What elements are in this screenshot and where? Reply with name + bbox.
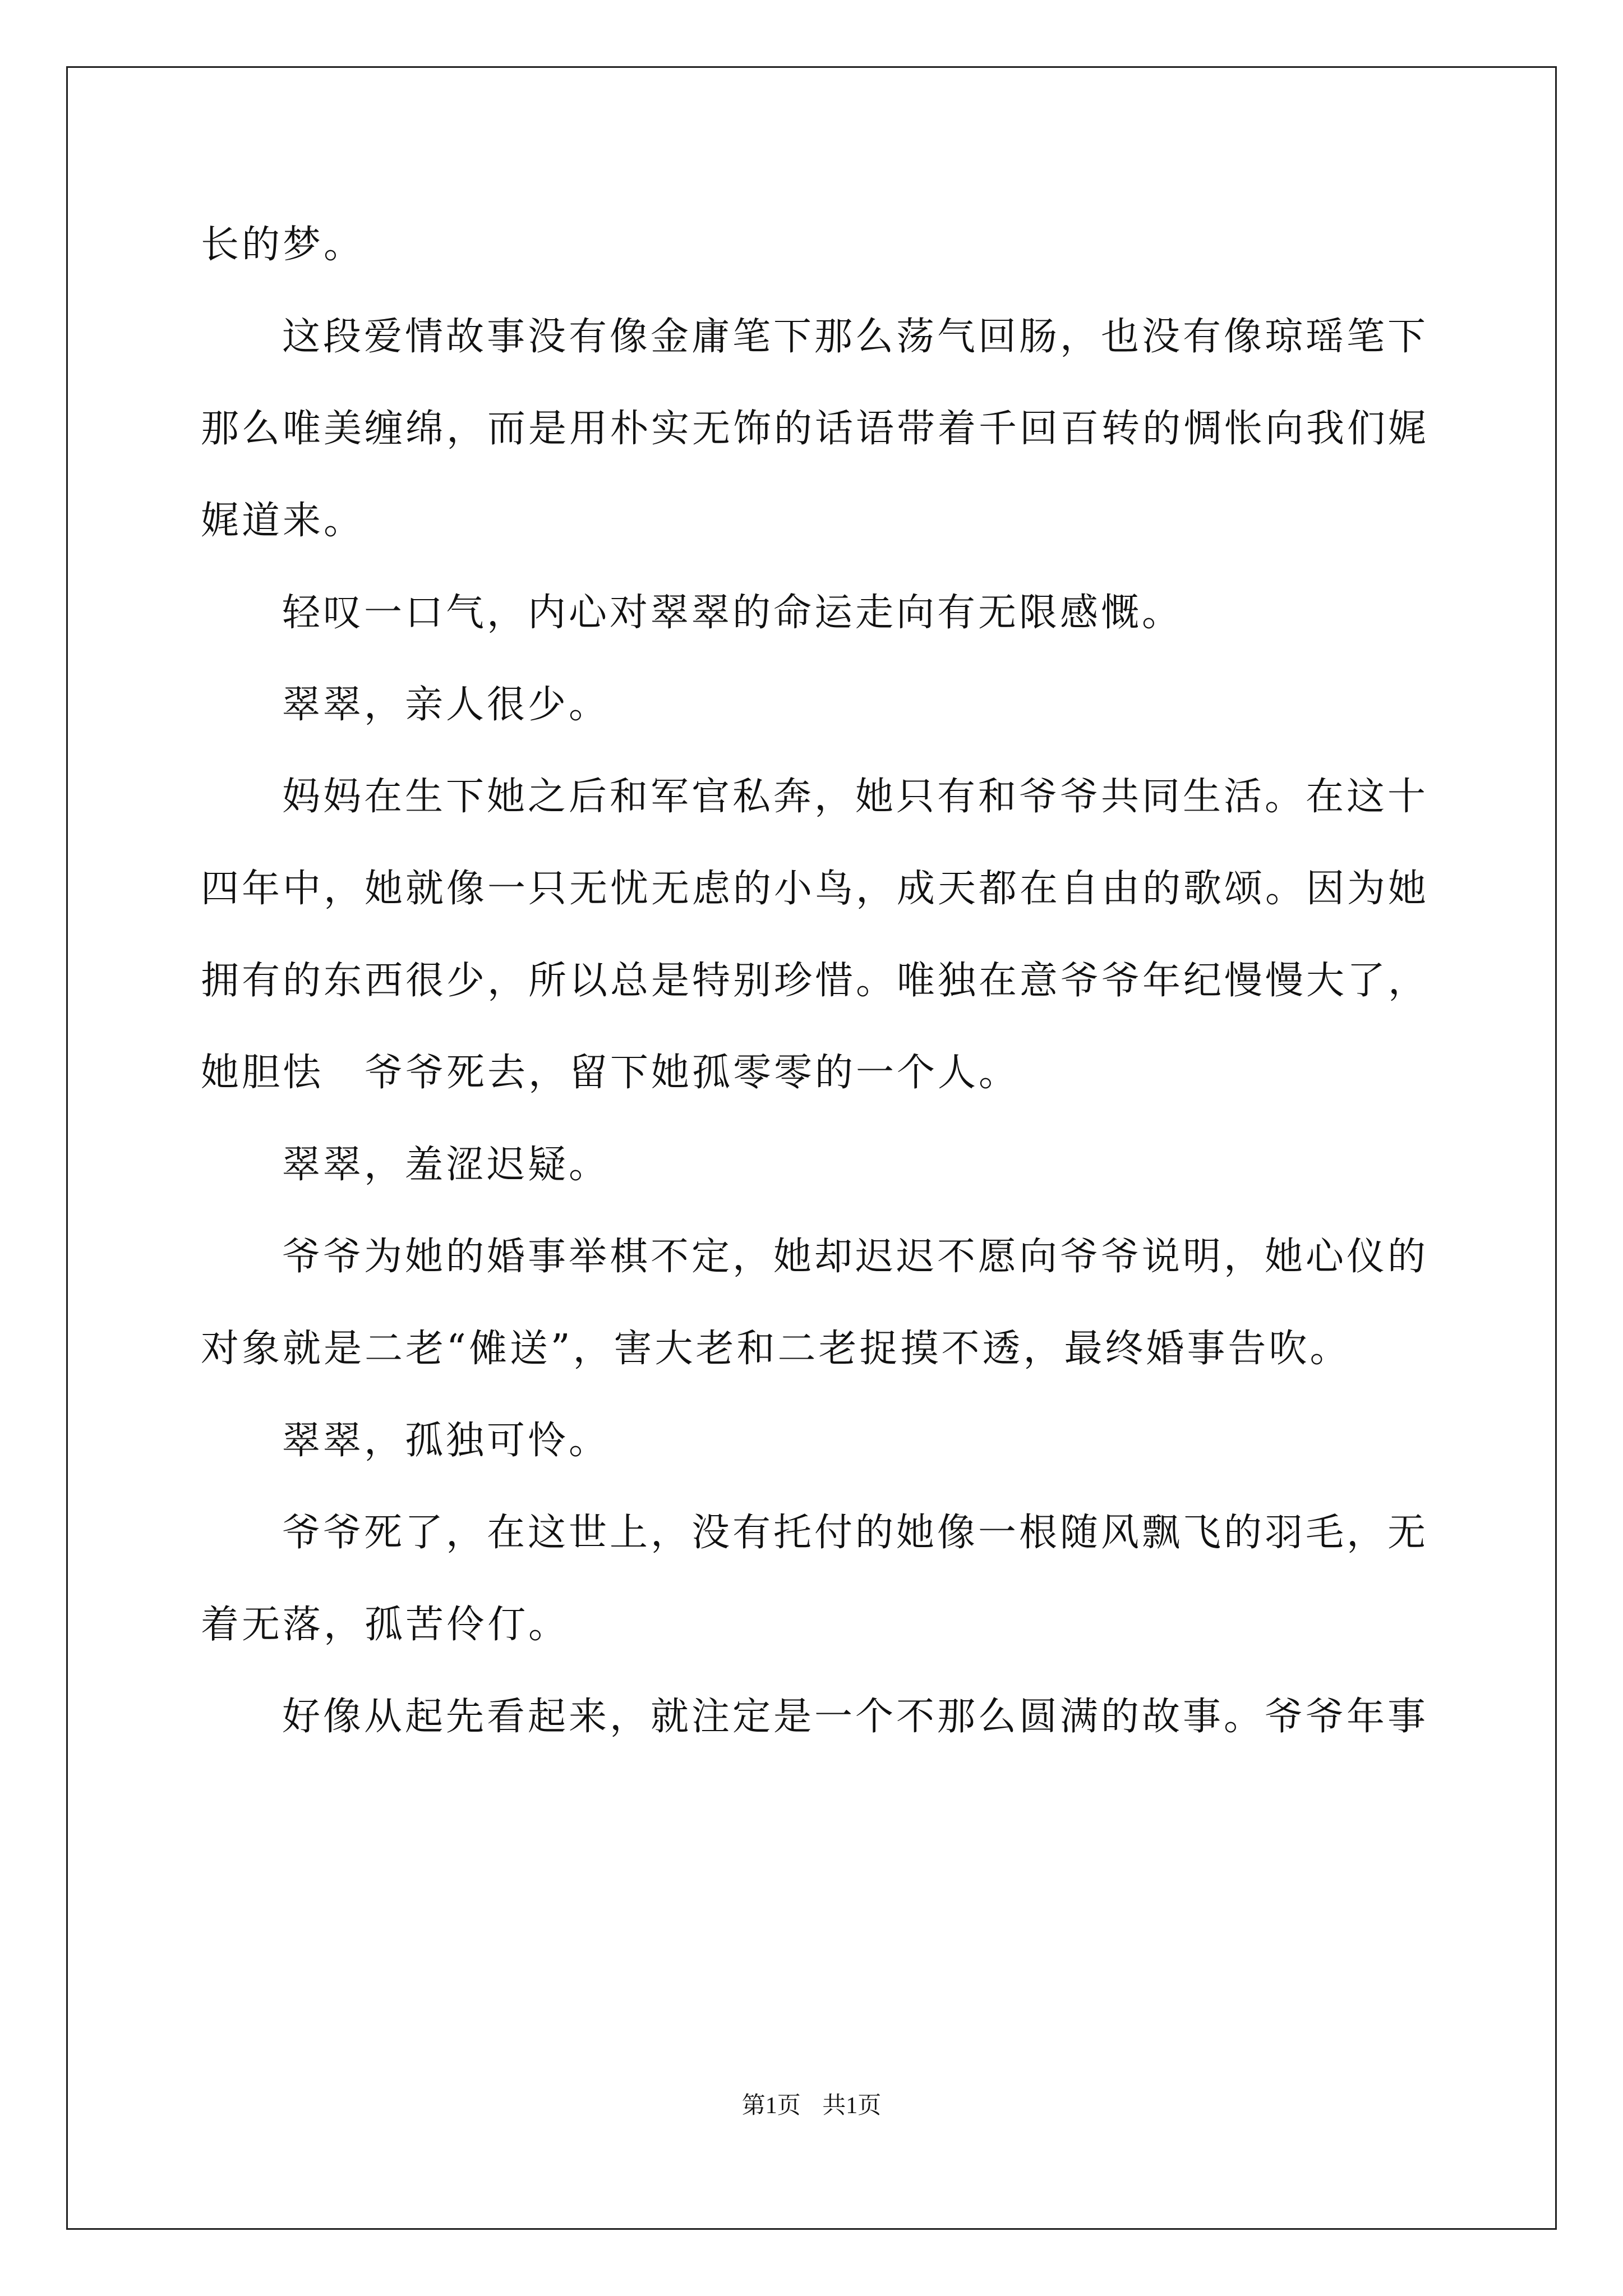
text-line: 翠翠，孤独可怜。 (282, 1419, 610, 1463)
text-line: 爷爷死了，在这世上，没有托付的她像一根随风飘飞的羽毛，无 (282, 1511, 1429, 1555)
text-line: 好像从起先看起来，就注定是一个不那么圆满的故事。爷爷年事 (282, 1695, 1429, 1739)
page-footer (0, 2087, 1623, 2120)
text-line: 妈妈在生下她之后和军官私奔，她只有和爷爷共同生活。在这十 (282, 775, 1429, 819)
text-line: 娓道来。 (201, 499, 365, 543)
text-line: 轻叹一口气，内心对翠翠的命运走向有无限感慨。 (282, 591, 1183, 635)
text-line: 拥有的东西很少，所以总是特别珍惜。唯独在意爷爷年纪慢慢大了， (201, 959, 1430, 1003)
page-total: 共1页 (822, 2093, 882, 2119)
text-line: 这段爱情故事没有像金庸笔下那么荡气回肠，也没有像琼瑶笔下 (282, 315, 1429, 359)
text-line: 翠翠，亲人很少。 (282, 683, 610, 727)
text-line: 长的梦。 (201, 223, 365, 267)
text-line: 四年中，她就像一只无忧无虑的小鸟，成天都在自由的歌颂。因为她 (201, 867, 1430, 911)
page-number: 第1页 (741, 2093, 801, 2119)
text-line: 翠翠，羞涩迟疑。 (282, 1143, 610, 1187)
document-body (201, 199, 1435, 1763)
text-line: 着无落，孤苦伶仃。 (201, 1603, 570, 1647)
text-line: 那么唯美缠绵，而是用朴实无饰的话语带着千回百转的惆怅向我们娓 (201, 407, 1430, 451)
text-line: 对象就是二老“傩送”，害大老和二老捉摸不透，最终婚事告吹。 (201, 1327, 1351, 1371)
text-line: 爷爷为她的婚事举棋不定，她却迟迟不愿向爷爷说明，她心仪的 (282, 1235, 1429, 1279)
text-line: 她胆怯 爷爷死去，留下她孤零零的一个人。 (201, 1051, 1020, 1095)
